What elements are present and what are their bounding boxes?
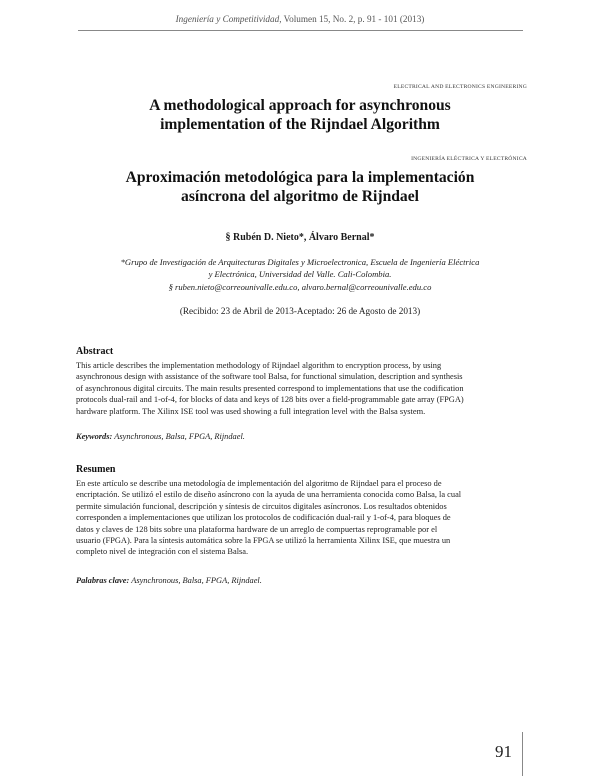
journal-volume: Volumen 15, No. 2, p. 91 - 101 (2013): [283, 14, 425, 24]
palabras-clave-label: Palabras clave:: [76, 576, 130, 585]
resumen-keywords: [76, 576, 262, 585]
palabras-clave-list: Asynchronous, Balsa, FPGA, Rijndael.: [129, 576, 262, 585]
abstract-line: protocols dual-rail and 1-of-4, for blocks of data and keys of 128 bits over a field-programmable gate array (FPGA): [76, 395, 464, 405]
title-spanish-line1: Aproximación metodológica para la implementación: [125, 169, 475, 186]
abstract-heading: Abstract: [76, 346, 114, 357]
keywords-list: Asynchronous, Balsa, FPGA, Rijndael.: [112, 432, 245, 441]
abstract-body: [76, 360, 526, 417]
page-number: 91: [495, 742, 512, 761]
title-english-line2: implementation of the Rijndael Algorithm: [160, 116, 440, 133]
title-english: [90, 96, 510, 134]
resumen-body: [76, 478, 526, 558]
journal-name: Ingeniería y Competitividad,: [175, 14, 282, 24]
authors: § Rubén D. Nieto*, Álvaro Bernal*: [225, 232, 375, 243]
abstract-line: of asynchronous digital circuits. The main results presented correspond to implementations that use the codification: [76, 383, 464, 393]
resumen-line: corresponden a implementaciones que utilizan los protocolos de codificación dual-rail y 1-of-4, para bloques de: [76, 513, 451, 523]
section-label-english: ELECTRICAL AND ELECTRONICS ENGINEERING: [393, 84, 527, 90]
resumen-line: datos y claves de 128 bits sobre una plataforma hardware de un arreglo de compuertas reprogramable por el: [76, 524, 438, 534]
title-spanish-line2: asíncrona del algoritmo de Rijndael: [181, 188, 419, 205]
resumen-line: permite simulación funcional, descripción y síntesis de circuitos digitales asíncronos. Los resultados obtenidos: [76, 501, 447, 511]
resumen-line: usuario (FPGA). Para la síntesis automática sobre la FPGA se utilizó la herramienta Xilinx ISE, que muestra un: [76, 536, 451, 546]
title-spanish: [90, 168, 510, 206]
running-head: [0, 14, 600, 24]
affiliation-line1: *Grupo de Investigación de Arquitecturas Digitales y Microelectronica, Escuela de Ingeniería Eléctrica: [120, 257, 480, 267]
abstract-keywords: [76, 432, 245, 441]
resumen-heading: Resumen: [76, 464, 116, 475]
footer-rule: [522, 732, 523, 776]
resumen-line: completo nivel de integración con el sistema Balsa.: [76, 547, 249, 557]
keywords-label: Keywords:: [76, 432, 113, 441]
header-rule: [78, 30, 523, 31]
author-emails: § ruben.nieto@correounivalle.edu.co, alvaro.bernal@correounivalle.edu.co: [168, 282, 432, 292]
title-english-line1: A methodological approach for asynchronous: [149, 97, 451, 114]
section-label-spanish: INGENIERÍA ELÉCTRICA Y ELECTRÓNICA: [411, 156, 527, 162]
affiliation-line2: y Electrónica, Universidad del Valle. Cali-Colombia.: [208, 269, 392, 279]
resumen-line: encriptación. Se utilizó el estilo de diseño asíncrono con la ayuda de una herramienta conocida como Balsa, la cual: [76, 490, 462, 500]
abstract-line: This article describes the implementation methodology of Rijndael algorithm to encryption process, by using: [76, 361, 442, 370]
resumen-line: En este artículo se describe una metodología de implementación del algoritmo de Rijndael para el proceso de: [76, 479, 442, 488]
abstract-line: asynchronous design with assistance of the software tool Balsa, for functional simulation, description and synthesis: [76, 372, 463, 382]
received-accepted-dates: (Recibido: 23 de Abril de 2013-Aceptado: 26 de Agosto de 2013): [179, 306, 421, 316]
abstract-line: hardware platform. The Xilinx ISE tool was used showing a full integration level with the Balsa system.: [76, 406, 426, 416]
